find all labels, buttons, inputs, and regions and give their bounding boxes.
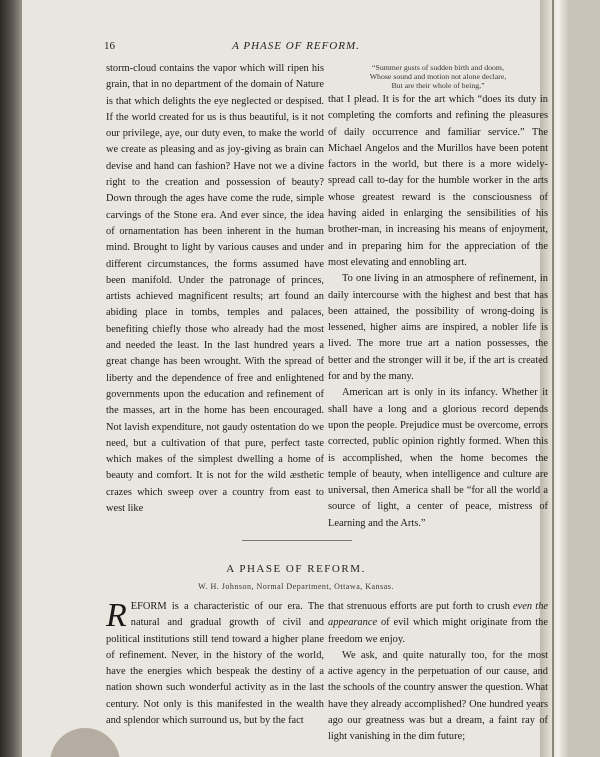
paragraph-end: of evil which might originate from the freedom we enjoy. (328, 617, 548, 645)
section-divider (242, 540, 352, 541)
paragraph: American art is only in its infancy. Whether it shall have a long and a glorious record depends upon the people. Prejudice must be overcome, errors corrected, public opinion rightly formed. When this is accomplished, when the home becomes the temple of beauty, when intelligence and culture are universal, then America shall be “for all the world a source of light, a center of peace, mistress of Learning and the Arts.” (328, 387, 548, 529)
italic-phrase: even the appearance (328, 601, 548, 629)
right-column-top (328, 61, 548, 532)
paragraph: storm-cloud contains the vapor which will ripen his grain, that in no department of the domain of Nature is that which delights the eye neglected or despised. If the world created for us is thus beautiful, is it not our privilege, aye, our duty even, to make the world we create as pleasing and as joy-giving as brain can devise and hand can fashion? Have not we a divine right to the creation and possession of beauty? Down through the ages have come the rude, simple carvings of the Stone era. And ever since, the idea of ornamentation has been inherent in the human mind. Brought to light by various causes and under different circumstances, the forms assumed have been manifold. Under the patronage of princes, artists achieved magnificent results; art found an abiding place in tombs, temples and palaces, benefiting chiefly those who already had the most and needed the least. In the last hundred years a great change has been wrought. With the spread of liberty and the dependence of free and enlightened governments upon the education and refinement of the masses, art in the home has been encouraged. Not lavish expenditure, not gaudy ostentation do we need, but a cultivation of that pure, perfect taste which makes of the simplest dwelling a home of beauty and comfort. It is not for the wild æsthetic crazes which sweep over a country from east to west like (106, 63, 324, 515)
book-spine-shadow (0, 0, 22, 757)
paragraph: We ask, and quite naturally too, for the most active agency in the perpetuation of our cause, and the schools of the country answer the question. What have they already accomplished? One hundred years ago our greatness was but a dream, a faint ray of light vanishing in the dim future; (328, 649, 548, 743)
article-title: A PHASE OF REFORM. (226, 563, 366, 575)
quote-line: Whose sound and motion not alone declare, (369, 72, 507, 81)
page-edge-line (552, 0, 554, 757)
paragraph: EFORM is a characteristic of our era. The natural and gradual growth of civil and political institutions still tend toward a higher plane of refinement. Never, in the history of the world, have the energies which bespeak the destiny of a nation shown such wonderful activity as in the last century. Not only is this manifested in the wealth and splendor which surround us, but by the fact (106, 601, 324, 727)
scanner-thumb (50, 728, 120, 757)
article-byline: W. H. Johnson, Normal Department, Ottawa, Kansas. (198, 582, 394, 591)
right-column-bottom (328, 599, 548, 746)
poem-quote (328, 61, 548, 92)
quote-line: But are their whole of being,” (391, 81, 485, 90)
book-page (22, 0, 570, 757)
left-column-bottom (106, 599, 324, 729)
page-number: 16 (104, 40, 115, 52)
paragraph: To one living in an atmosphere of refinement, in daily intercourse with the highest and best that has been attained, the possibility of wrong-doing is lessened, higher aims are inspired, a nobler life is lived. The more true art a nation possesses, the better and the stronger will it be, if the art is created for and by the many. (328, 273, 548, 383)
paragraph: that I plead. It is for the art which “does its duty in completing the comforts and refining the pleasures of daily occurrence and familiar service.” The Michael Angelos and the Murillos have been potent factors in the world, but there is a more widely-spread call to-day for the humble worker in the arts whose greatest reward is the consciousness of having aided in enlarging the sensibilities of his brother-man, in increasing his means of enjoyment, and in preparing him for the appreciation of the most elevating and ennobling art. (328, 94, 548, 268)
quote-line: “Summer gusts of sudden birth and doom, (372, 63, 504, 72)
drop-cap: R (106, 597, 127, 634)
left-column-top (106, 61, 324, 517)
running-title: A PHASE OF REFORM. (232, 40, 360, 52)
paragraph-start: that strenuous efforts are put forth to crush (328, 601, 514, 612)
